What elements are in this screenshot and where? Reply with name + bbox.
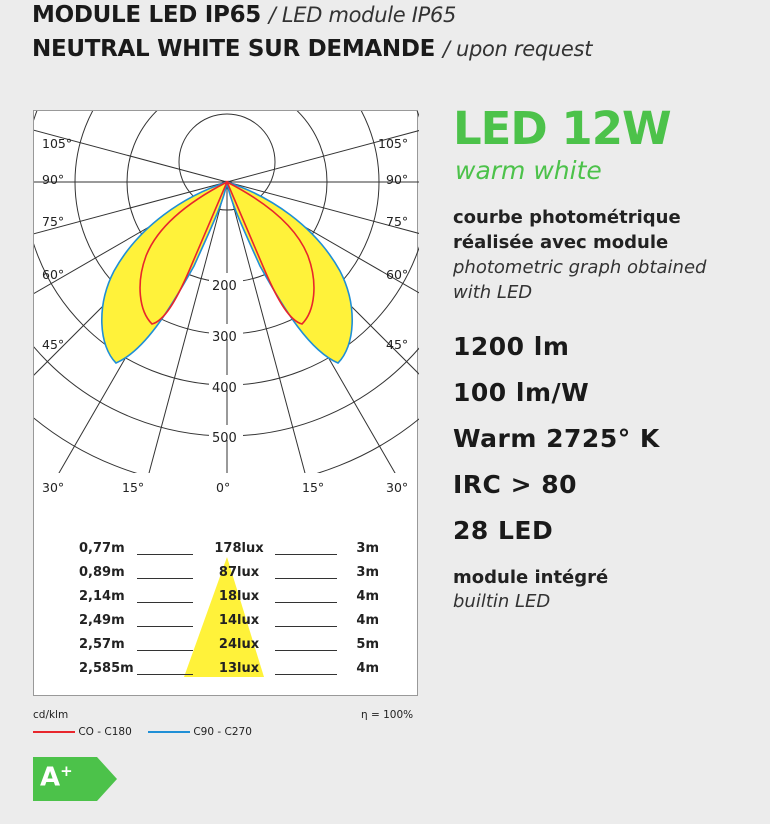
- header-line-2: [32, 36, 592, 62]
- lux-value: 18lux: [218, 589, 260, 604]
- lux-leader-right: [275, 626, 337, 627]
- energy-class-label: [40, 762, 73, 793]
- angle-label-60-left: 60°: [42, 267, 65, 282]
- lux-width: 3m: [356, 565, 379, 580]
- lux-value: 87lux: [218, 565, 260, 580]
- angle-label-105-left: 105°: [42, 136, 73, 151]
- angle-label-90-left: 90°: [42, 172, 65, 187]
- lux-leader-right: [275, 674, 337, 675]
- legend-label-c90: C90 - C270: [193, 726, 252, 738]
- angle-label-75-right: 75°: [386, 214, 409, 229]
- angle-label-45-right: 45°: [386, 337, 409, 352]
- header-title-fr: MODULE LED IP65: [32, 2, 261, 28]
- legend-item-c0: [33, 726, 132, 738]
- angle-label-0: 0°: [216, 480, 231, 495]
- lux-leader-left: [137, 650, 193, 651]
- lux-leader-right: [275, 650, 337, 651]
- lux-row: [79, 637, 379, 659]
- angle-label-75-left: 75°: [42, 214, 65, 229]
- lux-leader-right: [275, 578, 337, 579]
- angle-label-15-right: 15°: [302, 480, 325, 495]
- header-subtitle-fr: NEUTRAL WHITE SUR DEMANDE: [32, 36, 436, 62]
- spec-color-temp: Warm 2725° K: [453, 424, 660, 453]
- lux-leader-left: [137, 674, 193, 675]
- lux-row: [79, 661, 379, 683]
- angle-label-60-right: 60°: [386, 267, 409, 282]
- lux-leader-right: [275, 602, 337, 603]
- product-title: LED 12W: [453, 102, 671, 155]
- lux-width: 3m: [356, 541, 379, 556]
- legend-swatch-c0: [33, 731, 75, 733]
- angle-label-30-left: 30°: [42, 480, 65, 495]
- lux-distance: 0,77m: [79, 541, 125, 556]
- lux-distance: 2,49m: [79, 613, 125, 628]
- efficiency-label: η = 100%: [361, 709, 414, 721]
- angle-label-90-right: 90°: [386, 172, 409, 187]
- desc-fr-line-1: courbe photométrique: [453, 207, 681, 228]
- lux-row: [79, 565, 379, 587]
- spec-efficacy: 100 lm/W: [453, 378, 590, 407]
- desc-en-line-2: with LED: [453, 282, 533, 303]
- ring-label-300: 300: [212, 330, 237, 345]
- lux-distance: 2,57m: [79, 637, 125, 652]
- lux-value: 178lux: [214, 541, 264, 556]
- lux-width: 5m: [356, 637, 379, 652]
- desc-fr-line-2: réalisée avec module: [453, 232, 669, 253]
- header-title-en: / LED module IP65: [268, 3, 457, 27]
- energy-class-letter: A: [40, 762, 61, 793]
- legend-item-c90: [148, 726, 252, 738]
- angle-label-15-left: 15°: [122, 480, 145, 495]
- lux-distance: 0,89m: [79, 565, 125, 580]
- lux-value: 24lux: [218, 637, 260, 652]
- module-fr: module intégré: [453, 567, 609, 588]
- photometric-panel: [33, 110, 418, 696]
- lux-row: [79, 589, 379, 611]
- angle-label-30-right: 30°: [386, 480, 409, 495]
- ring-label-500: 500: [212, 431, 237, 446]
- angle-label-105-right: 105°: [378, 136, 409, 151]
- module-en: builtin LED: [453, 591, 551, 612]
- lux-width: 4m: [356, 661, 379, 676]
- angle-label-45-left: 45°: [42, 337, 65, 352]
- lux-value: 14lux: [218, 613, 260, 628]
- spec-lumen: 1200 lm: [453, 332, 570, 361]
- product-subtitle: warm white: [455, 156, 602, 185]
- lux-leader-right: [275, 554, 337, 555]
- lux-leader-left: [137, 578, 193, 579]
- lux-width: 4m: [356, 589, 379, 604]
- lux-distance: 2,14m: [79, 589, 125, 604]
- lux-width: 4m: [356, 613, 379, 628]
- energy-class-plus: +: [60, 762, 73, 780]
- unit-label: cd/klm: [33, 709, 69, 721]
- ring-label-200: 200: [212, 279, 237, 294]
- lux-leader-left: [137, 554, 193, 555]
- legend-label-c0: CO - C180: [78, 726, 132, 738]
- lux-leader-left: [137, 626, 193, 627]
- header-subtitle-en: / upon request: [442, 37, 593, 61]
- lux-row: [79, 613, 379, 635]
- lux-value: 13lux: [218, 661, 260, 676]
- lux-leader-left: [137, 602, 193, 603]
- spec-cri: IRC > 80: [453, 470, 578, 499]
- desc-en-line-1: photometric graph obtained: [453, 257, 707, 278]
- spec-led-count: 28 LED: [453, 516, 554, 545]
- header-line-1: [32, 2, 456, 28]
- legend-swatch-c90: [148, 731, 190, 733]
- ring-label-400: 400: [212, 381, 237, 396]
- lux-row: [79, 541, 379, 563]
- lux-distance: 2,585m: [79, 661, 134, 676]
